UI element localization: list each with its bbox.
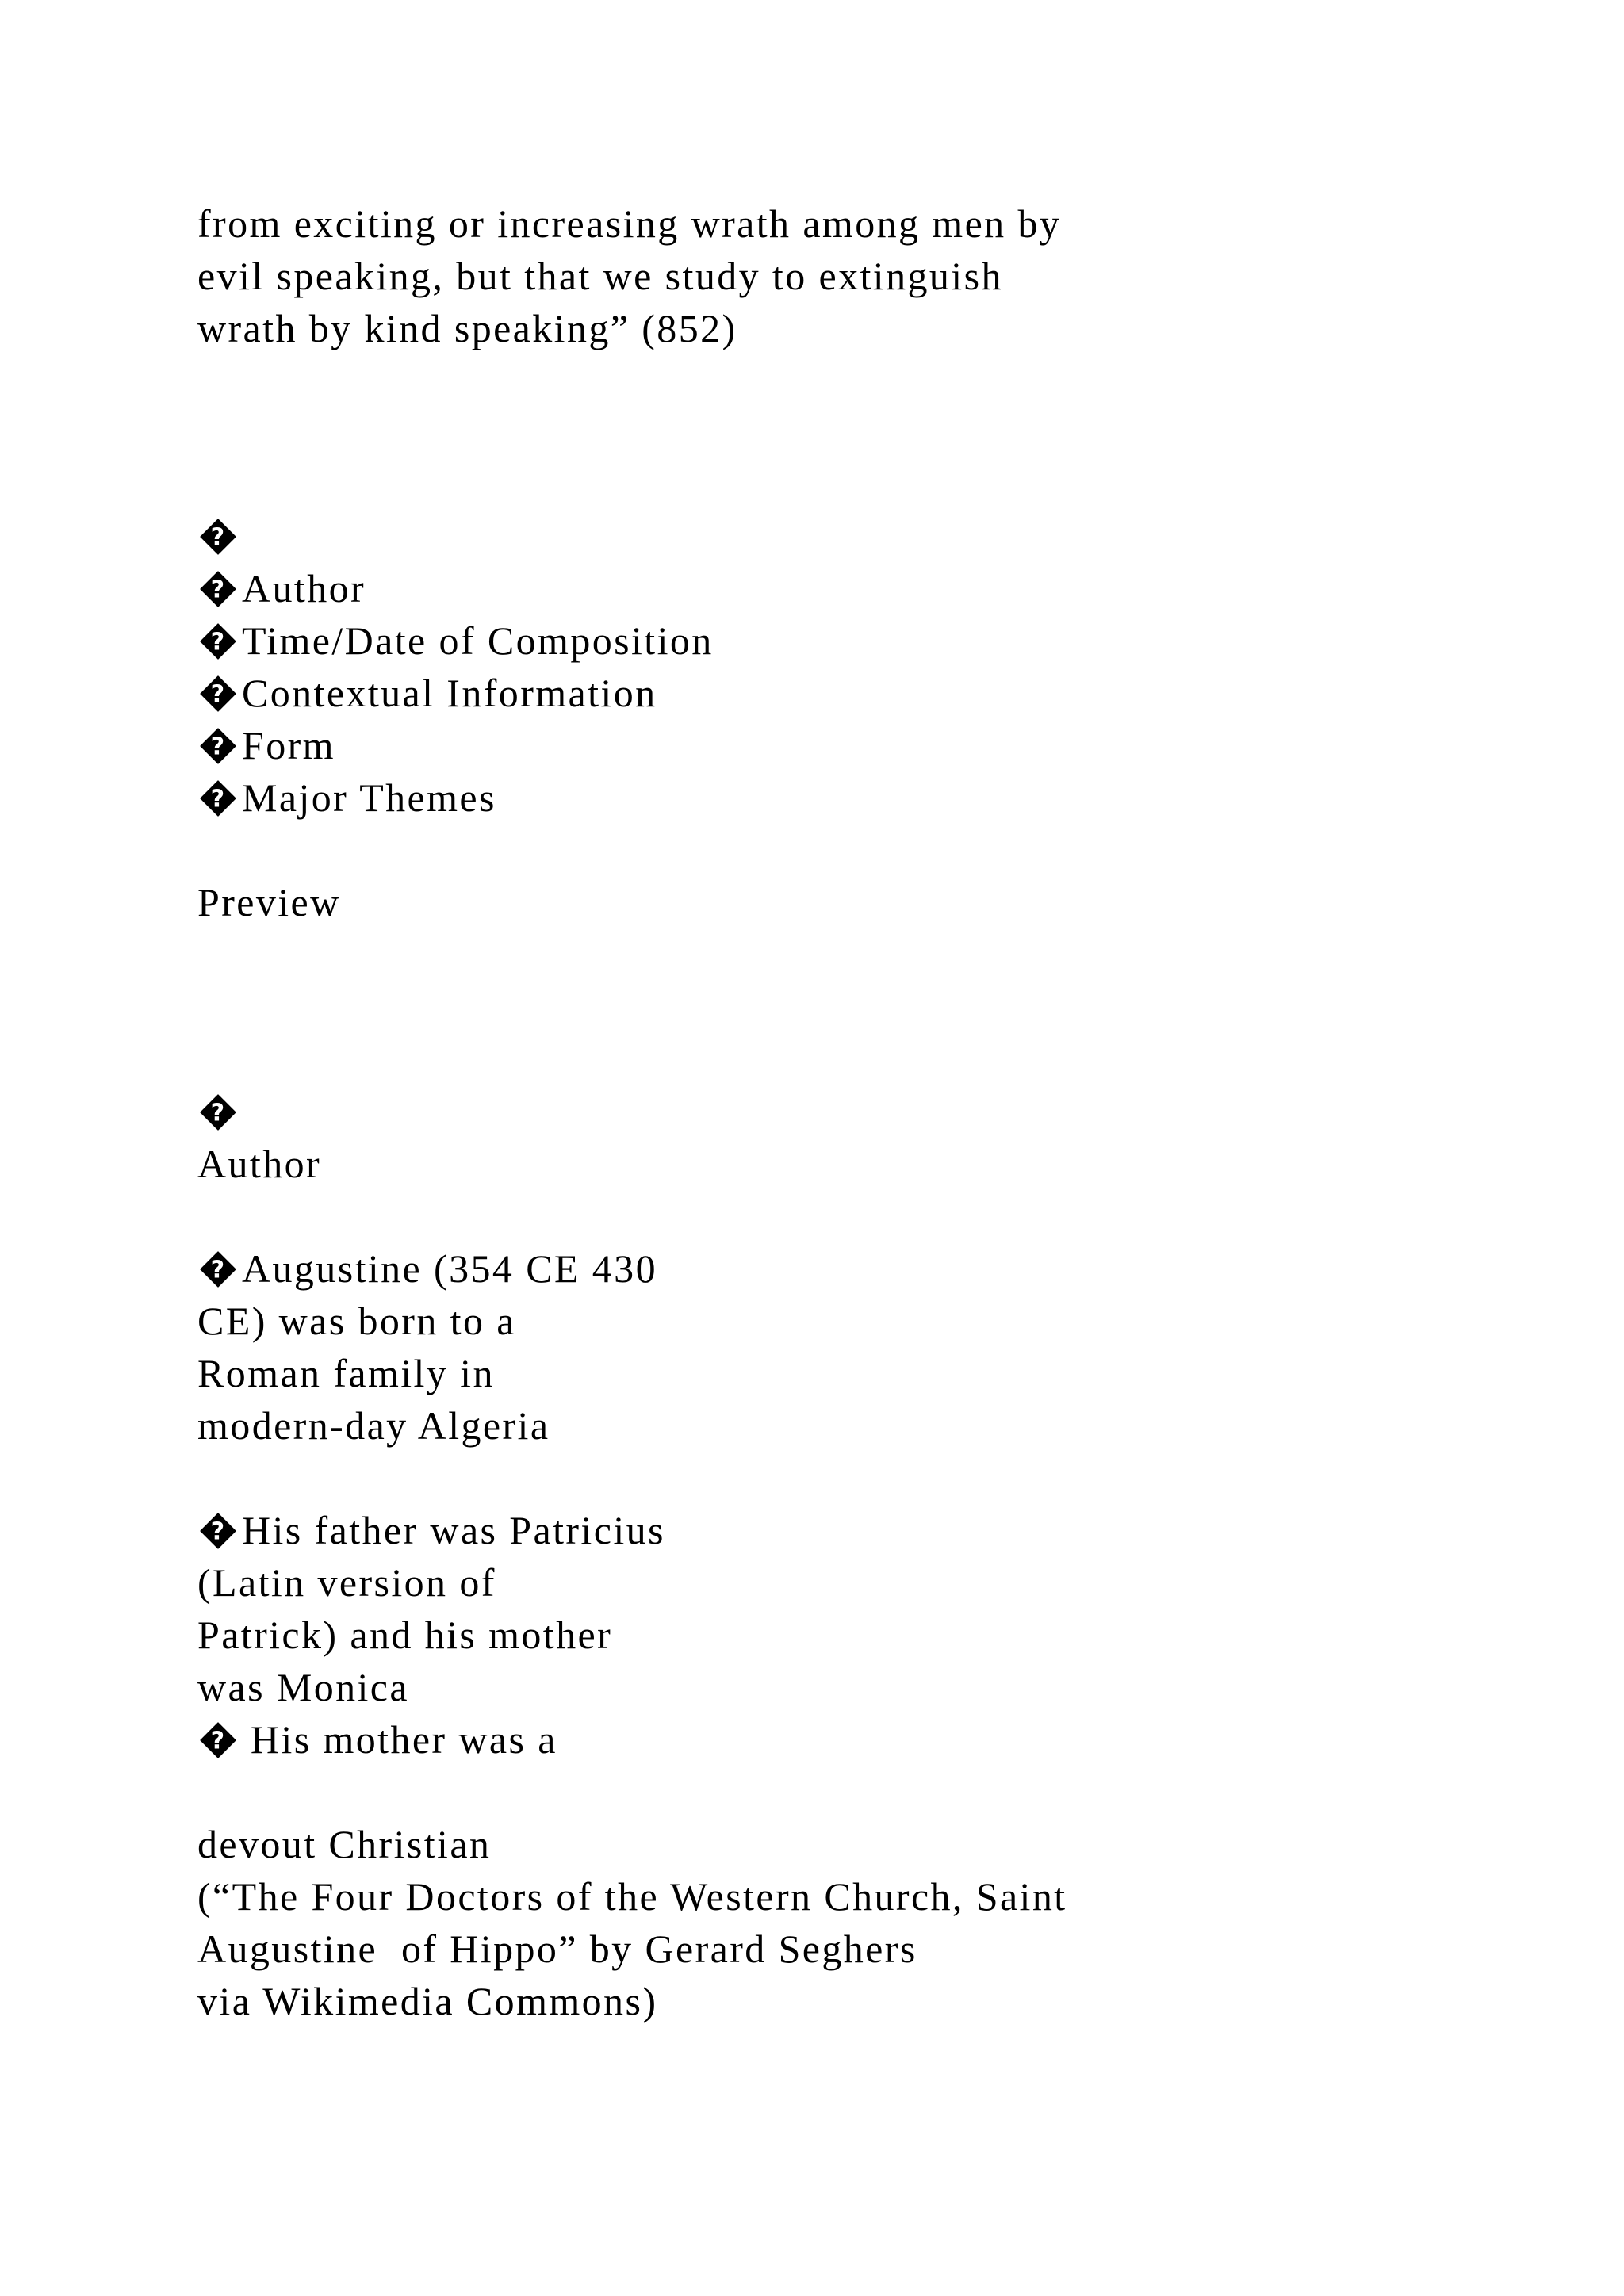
- svg-text:?: ?: [210, 680, 226, 709]
- image-caption-line-3: via Wikimedia Commons): [197, 1979, 658, 2023]
- preview-list-item-2: [197, 614, 714, 667]
- svg-text:?: ?: [210, 1256, 226, 1284]
- quote-line-2: evil speaking, but that we study to extinguish: [197, 254, 1003, 298]
- replacement-char-icon: [197, 568, 239, 610]
- author-bullet-2-line-1: [197, 1504, 665, 1556]
- replacement-char-icon: [197, 673, 239, 714]
- svg-text:?: ?: [210, 1517, 226, 1546]
- svg-text:?: ?: [210, 1727, 226, 1755]
- replacement-char-icon: [197, 1092, 239, 1133]
- svg-text:?: ?: [210, 733, 226, 761]
- bullet-text: His father was Patricius: [242, 1508, 665, 1552]
- bullet-text: Augustine (354 CE 430: [242, 1246, 657, 1291]
- preview-item-text: Time/Date of Composition: [242, 618, 714, 663]
- slide-marker-line: [197, 510, 239, 562]
- author-bullet-1-line-3: Roman family in: [197, 1351, 495, 1395]
- replacement-char-icon: [197, 725, 239, 767]
- preview-title: Preview: [197, 880, 341, 924]
- svg-text:?: ?: [210, 785, 226, 813]
- preview-list-item-3: [197, 667, 657, 719]
- replacement-char-icon: [197, 1720, 239, 1761]
- author-bullet-2-line-4: was Monica: [197, 1665, 409, 1709]
- quote-line-1: from exciting or increasing wrath among men by: [197, 201, 1062, 246]
- author-bullet-2-line-3: Patrick) and his mother: [197, 1613, 613, 1657]
- replacement-char-icon: [197, 778, 239, 819]
- author-heading: Author: [197, 1142, 322, 1186]
- replacement-char-icon: [197, 1249, 239, 1290]
- replacement-char-icon: [197, 1510, 239, 1552]
- image-caption-line-1: (“The Four Doctors of the Western Church, Saint: [197, 1874, 1067, 1919]
- svg-text:?: ?: [210, 576, 226, 604]
- bullet-text: His mother was a: [239, 1717, 557, 1762]
- preview-list-item-5: [197, 771, 496, 824]
- quote-line-3: wrath by kind speaking” (852): [197, 306, 737, 350]
- svg-text:?: ?: [210, 628, 226, 656]
- author-bullet-3-line-2: devout Christian: [197, 1822, 492, 1866]
- slide-marker-line: [197, 1085, 239, 1138]
- author-bullet-3-line-1: [197, 1713, 557, 1766]
- author-bullet-1-line-2: CE) was born to a: [197, 1299, 516, 1343]
- preview-item-text: Major Themes: [242, 775, 496, 820]
- preview-item-text: Author: [242, 566, 366, 610]
- preview-list-item-4: [197, 719, 335, 771]
- svg-text:?: ?: [210, 523, 226, 552]
- replacement-char-icon: [197, 621, 239, 662]
- author-bullet-1-line-4: modern-day Algeria: [197, 1403, 550, 1448]
- author-bullet-1-line-1: [197, 1242, 657, 1295]
- preview-item-text: Form: [242, 723, 335, 767]
- preview-item-text: Contextual Information: [242, 671, 657, 715]
- svg-text:?: ?: [210, 1099, 226, 1127]
- author-bullet-2-line-2: (Latin version of: [197, 1560, 496, 1605]
- preview-list-item-1: [197, 562, 366, 614]
- replacement-char-icon: [197, 516, 239, 557]
- image-caption-line-2: Augustine of Hippo” by Gerard Seghers: [197, 1927, 917, 1971]
